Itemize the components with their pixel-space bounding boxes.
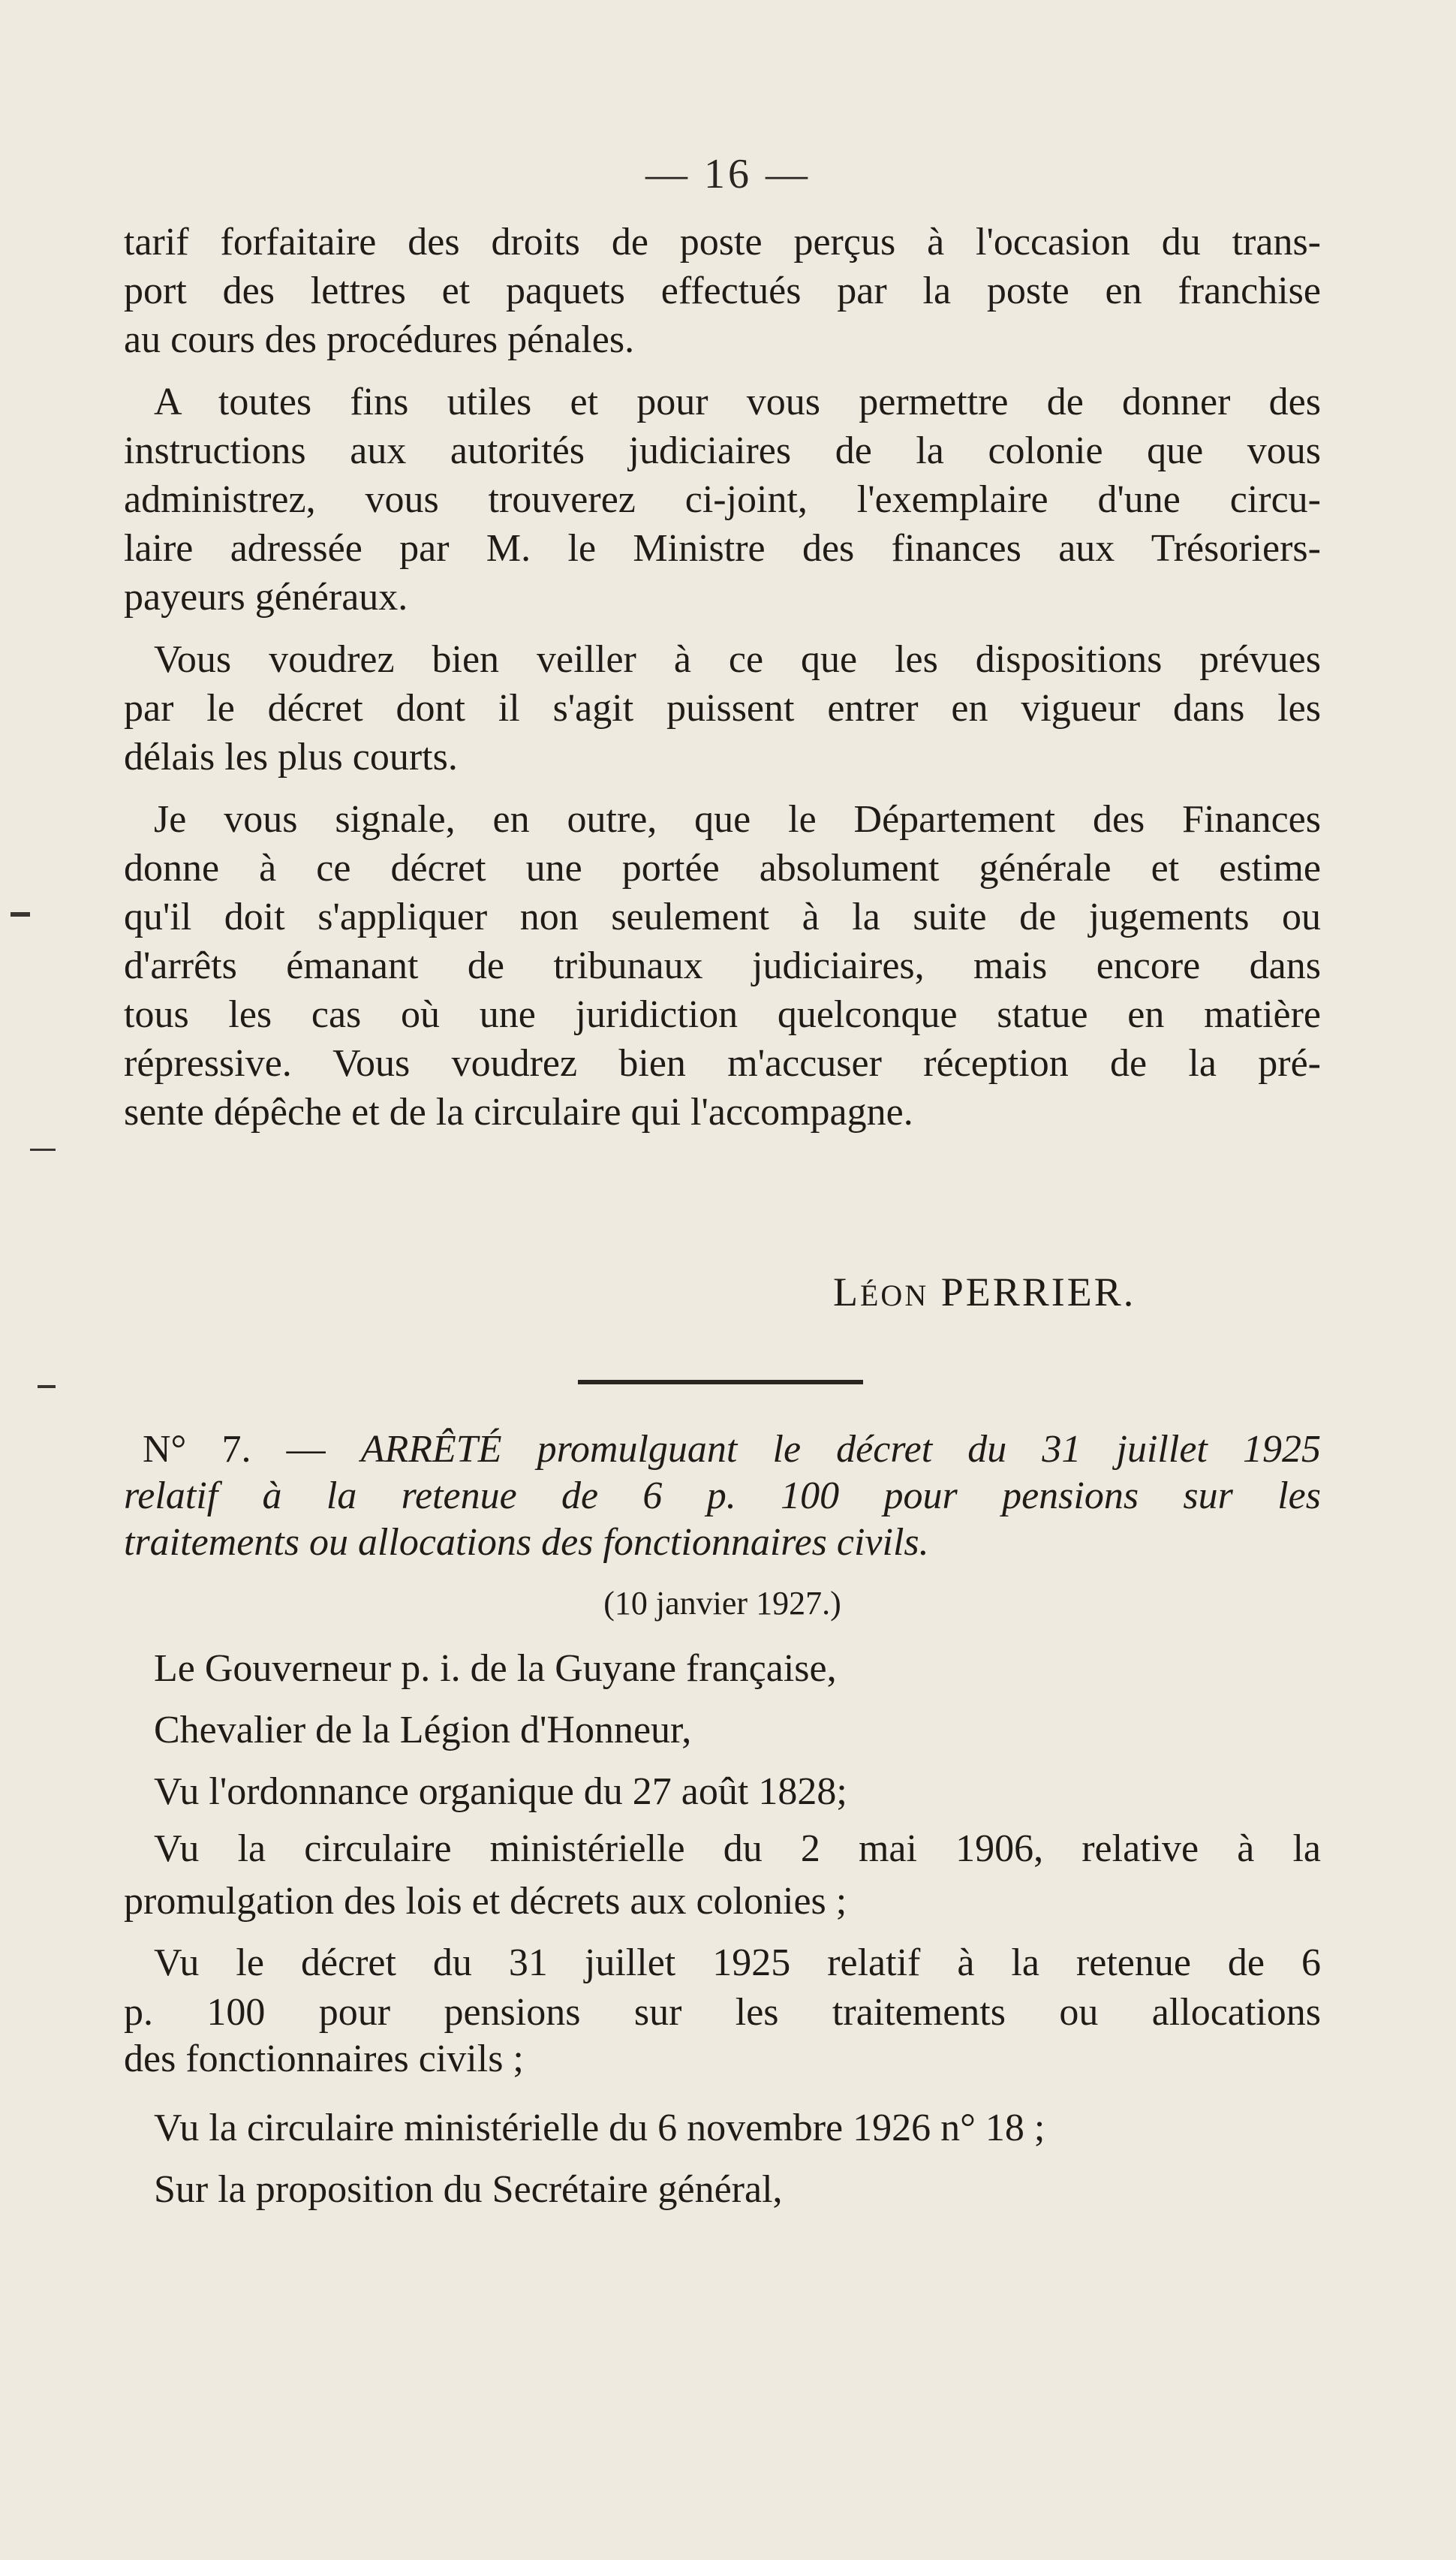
- text-line: port des lettres et paquets effectués par la poste en franchise: [124, 270, 1321, 312]
- arrete-section: [124, 1426, 1321, 2221]
- text-line: qu'il doit s'appliquer non seulement à la suite de jugements ou: [124, 896, 1321, 938]
- text-line: d'arrêts émanant de tribunaux judiciaires, mais encore dans: [124, 944, 1321, 987]
- preamble-line: des fonctionnaires civils ;: [124, 2037, 524, 2080]
- preamble-line: promulgation des lois et décrets aux colonies ;: [124, 1880, 847, 1923]
- section-divider: [578, 1380, 863, 1384]
- paragraph-2: [124, 378, 1321, 622]
- text-line: au cours des procédures pénales.: [124, 318, 635, 361]
- text-line: sente dépêche et de la circulaire qui l'accompagne.: [124, 1091, 913, 1134]
- paragraph-4: [124, 795, 1321, 1137]
- preamble-line: Vu la circulaire ministérielle du 6 novembre 1926 n° 18 ;: [154, 2107, 1045, 2149]
- text-line: donne à ce décret une portée absolument générale et estime: [124, 847, 1321, 890]
- text-line: payeurs généraux.: [124, 576, 408, 619]
- text-line: tarif forfaitaire des droits de poste perçus à l'occasion du trans-: [124, 221, 1321, 264]
- paragraph-3: [124, 635, 1321, 782]
- text-line: délais les plus courts.: [124, 736, 458, 779]
- preamble-line: Sur la proposition du Secrétaire général,: [154, 2168, 783, 2211]
- preamble-line: p. 100 pour pensions sur les traitements ou allocations: [124, 1991, 1321, 2034]
- preamble-line: Vu la circulaire ministérielle du 2 mai 1906, relative à la: [154, 1827, 1321, 1870]
- text-line: instructions aux autorités judiciaires de la colonie que vous: [124, 429, 1321, 472]
- arrete-title-line-3: traitements ou allocations des fonctionnaires civils.: [124, 1521, 929, 1564]
- scan-artifact: [38, 1385, 56, 1388]
- text-line: tous les cas où une juridiction quelconque statue en matière: [124, 993, 1321, 1036]
- scan-artifact: [11, 912, 30, 917]
- signature-surname: PERRIER.: [940, 1269, 1136, 1315]
- preamble: [124, 1638, 1321, 2221]
- text-line: par le décret dont il s'agit puissent entrer en vigueur dans les: [124, 687, 1321, 730]
- paragraph-1: [124, 218, 1321, 364]
- preamble-line: Vu le décret du 31 juillet 1925 relatif à la retenue de 6: [154, 1941, 1321, 1984]
- preamble-line: Le Gouverneur p. i. de la Guyane française,: [154, 1647, 837, 1690]
- signature-small-caps: ÉON: [860, 1278, 929, 1312]
- arrete-date: (10 janvier 1927.): [603, 1585, 841, 1622]
- arrete-title: ARRÊTÉ promulguant le décret du 31 juillet 1925: [360, 1428, 1321, 1471]
- text-line: Vous voudrez bien veiller à ce que les dispositions prévues: [154, 638, 1321, 681]
- text-line: laire adressée par M. le Ministre des finances aux Trésoriers-: [124, 527, 1321, 570]
- preamble-line: Vu l'ordonnance organique du 27 août 1828;: [154, 1770, 847, 1813]
- arrete-number: N° 7. —: [143, 1428, 326, 1471]
- text-line: administrez, vous trouverez ci-joint, l'exemplaire d'une circu-: [124, 478, 1321, 521]
- arrete-title-line-2: relatif à la retenue de 6 p. 100 pour pensions sur les: [124, 1474, 1321, 1517]
- page-number: — 16 —: [645, 151, 811, 197]
- text-line: répressive. Vous voudrez bien m'accuser réception de la pré-: [124, 1042, 1321, 1085]
- preamble-line: Chevalier de la Légion d'Honneur,: [154, 1709, 692, 1751]
- arrete-title-line-1: [124, 1426, 1321, 1473]
- scan-artifact: [30, 1149, 56, 1151]
- text-line: Je vous signale, en outre, que le Département des Finances: [154, 798, 1321, 841]
- text-line: A toutes fins utiles et pour vous permettre de donner des: [154, 381, 1321, 423]
- letter-body: [124, 218, 1321, 1137]
- signature: [833, 1269, 1136, 1315]
- signature-initial: L: [833, 1269, 860, 1315]
